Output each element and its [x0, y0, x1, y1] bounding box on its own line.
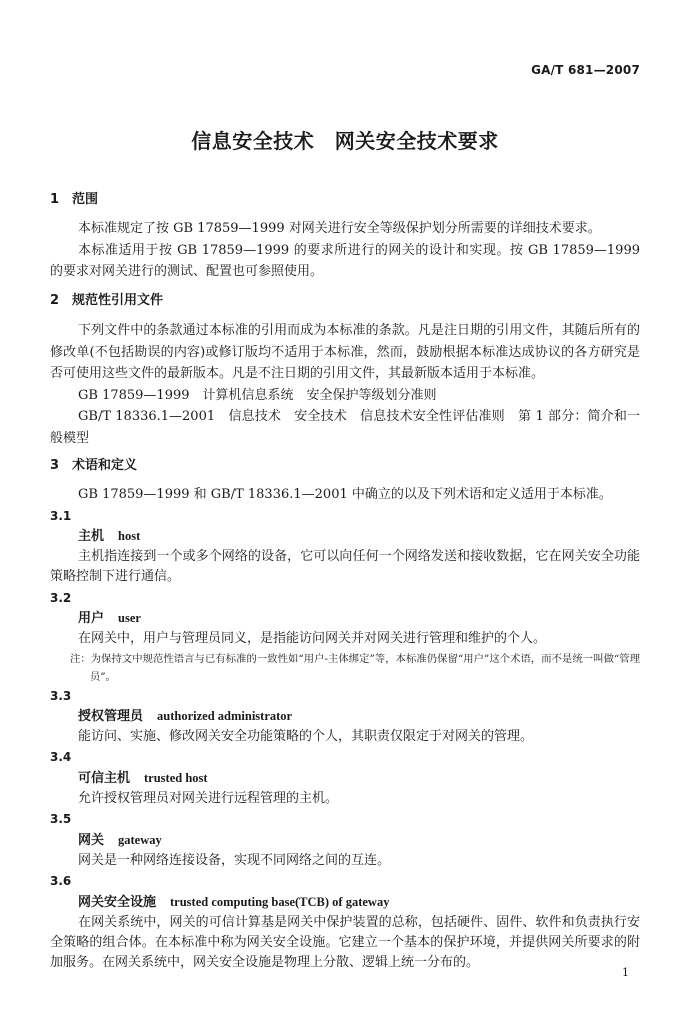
term-name-zh: 主机 — [78, 528, 105, 544]
term-note: 注：为保持文中规范性语言与已有标准的一致性如“用户-主体绑定”等，本标准仍保留“用户”这个术语，而不是统一叫做“管理员”。 — [70, 652, 640, 683]
paragraph: 下列文件中的条款通过本标准的引用而成为本标准的条款。凡是注日期的引用文件，其随后所有的修改单(不包括勘误的内容)或修订版均不适用于本标准，然而，鼓励根据本标准达成协议的各方研究是否可使用这些文件的最新版本。凡是不注日期的引用文件，其最新版本适用于本标准。 — [50, 323, 640, 381]
section-number: 1 — [50, 192, 60, 207]
section-number: 2 — [50, 293, 60, 308]
section-3-heading — [50, 455, 640, 476]
term-name — [50, 608, 640, 629]
term-name — [50, 830, 640, 851]
term-name — [50, 526, 640, 547]
term-number: 3.3 — [50, 688, 72, 703]
term-name — [50, 768, 640, 789]
term-number: 3.6 — [50, 874, 72, 889]
term-number: 3.5 — [50, 812, 72, 827]
term-definition: 能访问、实施、修改网关安全功能策略的个人，其职责仅限定于对网关的管理。 — [78, 729, 534, 745]
normative-reference: GB 17859—1999 计算机信息系统 安全保护等级划分准则 — [78, 387, 437, 403]
section-title: 范围 — [72, 192, 99, 207]
term-definition: 在网关系统中，网关的可信计算基是网关中保护装置的总称，包括硬件、固件、软件和负责执行安全策略的组合体。在本标准中称为网关安全设施。它建立一个基本的保护环境，并提供网关所要求的附加服务。在网关系统中，网关安全设施是物理上分散、逻辑上统一分布的。 — [50, 914, 640, 971]
section-title: 规范性引用文件 — [72, 293, 164, 308]
terms-list — [50, 506, 640, 974]
term-entry — [50, 588, 640, 686]
term-entry — [50, 809, 640, 871]
term-name — [50, 892, 640, 913]
standard-number-header: GA/T 681—2007 — [531, 63, 640, 77]
term-name-en: trusted host — [144, 770, 208, 785]
section-1-heading — [50, 189, 640, 210]
term-definition: 在网关中，用户与管理员同义，是指能访问网关并对网关进行管理和维护的个人。 — [78, 631, 547, 647]
section-1-body — [50, 218, 640, 283]
term-name — [50, 706, 640, 727]
term-definition: 主机指连接到一个或多个网络的设备，它可以向任何一个网络发送和接收数据，它在网关安全功能策略控制下进行通信。 — [50, 549, 640, 585]
paragraph: 本标准适用于按 GB 17859—1999 的要求所进行的网关的设计和实现。按 GB 17859—1999 的要求对网关进行的测试、配置也可参照使用。 — [50, 242, 640, 279]
term-definition: 网关是一种网络连接设备，实现不同网络之间的互连。 — [78, 852, 391, 868]
term-entry — [50, 871, 640, 973]
document-title: 信息安全技术 网关安全技术要求 — [191, 129, 499, 153]
term-name-zh: 网关安全设施 — [78, 894, 157, 910]
term-entry — [50, 747, 640, 809]
term-name-en: trusted computing base(TCB) of gateway — [170, 894, 390, 909]
page-number: 1 — [622, 966, 629, 979]
term-name-zh: 网关 — [78, 832, 105, 848]
section-2-heading — [50, 290, 640, 311]
paragraph: GB 17859—1999 和 GB/T 18336.1—2001 中确立的以及下列术语和定义适用于本标准。 — [78, 487, 612, 502]
section-number: 3 — [50, 458, 60, 473]
term-name-zh: 可信主机 — [78, 770, 131, 786]
normative-reference: GB/T 18336.1—2001 信息技术 安全技术 信息技术安全性评估准则 第 1 部分：简介和一般模型 — [50, 409, 640, 446]
section-2-body — [50, 320, 640, 449]
term-name-en: authorized administrator — [157, 708, 293, 723]
term-name-zh: 授权管理员 — [78, 708, 144, 724]
term-name-en: gateway — [118, 832, 162, 847]
term-number: 3.1 — [50, 508, 72, 523]
term-number: 3.2 — [50, 590, 72, 605]
section-title: 术语和定义 — [72, 458, 138, 473]
section-3-intro — [50, 484, 640, 506]
term-definition: 允许授权管理员对网关进行远程管理的主机。 — [78, 791, 339, 807]
term-name-en: user — [118, 610, 141, 625]
term-number: 3.4 — [50, 750, 72, 765]
term-entry — [50, 686, 640, 748]
paragraph: 本标准规定了按 GB 17859—1999 对网关进行安全等级保护划分所需要的详细技术要求。 — [78, 221, 601, 236]
term-entry — [50, 506, 640, 588]
document-body — [50, 128, 640, 974]
term-name-zh: 用户 — [78, 610, 105, 626]
term-name-en: host — [118, 528, 141, 543]
